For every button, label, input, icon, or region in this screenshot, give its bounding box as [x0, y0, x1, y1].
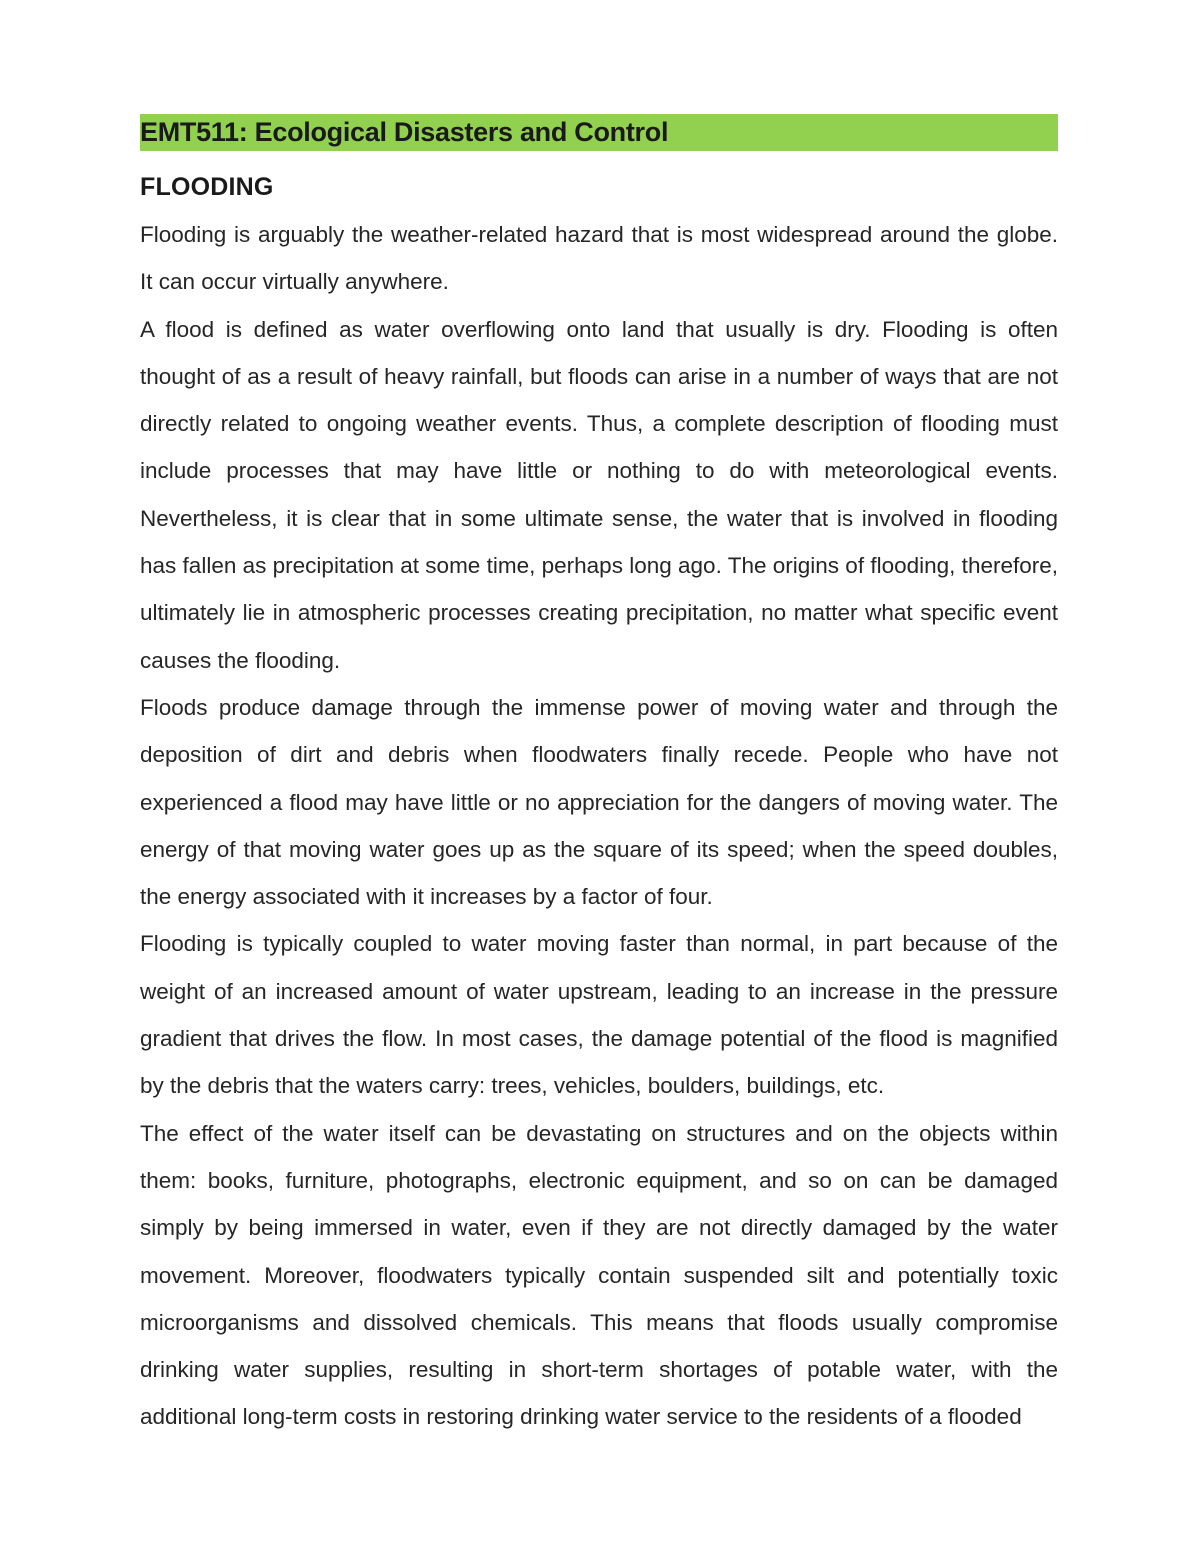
paragraph-4: Flooding is typically coupled to water moving faster than normal, in part because of the weight of an increased amount of water upstream, leading to an increase in the pressure gradient that drives the flow. In most cases, the damage potential of the flood is magnified by the debris that the waters carry: trees, vehicles, boulders, buildings, etc.: [140, 931, 1058, 1099]
paragraph-1: Flooding is arguably the weather-related hazard that is most widespread around the globe. It can occur virtually anywhere.: [140, 222, 1058, 295]
course-title: EMT511: Ecological Disasters and Control: [140, 114, 1058, 151]
paragraph-5: The effect of the water itself can be devastating on structures and on the objects within them: books, furniture, photographs, electronic equipment, and so on can be damaged simply by being immersed in water, even if they are not directly damaged by the water movement. Moreover, floodwaters typically contain suspended silt and potentially toxic microorganisms and dissolved chemicals. This means that floods usually compromise drinking water supplies, resulting in short-term shortages of potable water, with the additional long-term costs in restoring drinking water service to the residents of a flooded: [140, 1120, 1058, 1430]
section-heading: FLOODING: [140, 173, 274, 201]
paragraph-2: A flood is defined as water overflowing onto land that usually is dry. Flooding is often thought of as a result of heavy rainfall, but floods can arise in a number of ways that are not directly related to ongoing weather events. Thus, a complete description of flooding must include processes that may have little or nothing to do with meteorological events. Nevertheless, it is clear that in some ultimate sense, the water that is involved in flooding has fallen as precipitation at some time, perhaps long ago. The origins of flooding, therefore, ultimately lie in atmospheric processes creating precipitation, no matter what specific event causes the flooding.: [140, 316, 1058, 673]
paragraph-3: Floods produce damage through the immense power of moving water and through the deposition of dirt and debris when floodwaters finally recede. People who have not experienced a flood may have little or no appreciation for the dangers of moving water. The energy of that moving water goes up as the square of its speed; when the speed doubles, the energy associated with it increases by a factor of four.: [140, 694, 1058, 910]
document-body: [140, 114, 1058, 1441]
